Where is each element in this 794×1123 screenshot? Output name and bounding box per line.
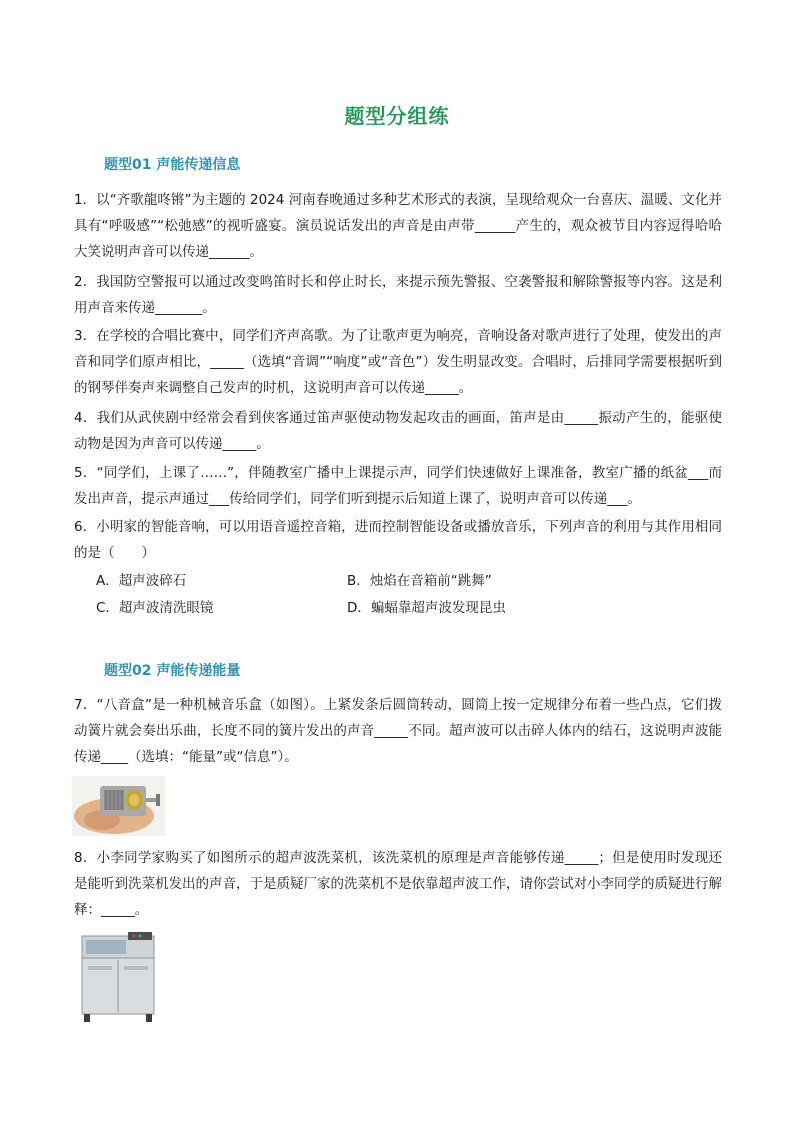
section-heading-2: 题型02 声能传递能量 — [104, 663, 241, 679]
section-heading-1: 题型01 声能传递信息 — [104, 157, 241, 173]
question-7: 7．“八音盒”是一种机械音乐盒（如图）。上紧发条后圆筒转动，圆筒上按一定规律分布着一些凸点，它们拨动簧片就会奏出乐曲，长度不同的簧片发出的声音_____不同。超声波可以击碎人体内的结石，这说明声波能传递____（选填：“能量”或“信息”）。 — [74, 697, 722, 765]
ultrasonic-washer-image — [78, 928, 158, 1024]
q6-option-d: D．蝙蝠靠超声波发现昆虫 — [347, 600, 506, 616]
question-5: 5．“同学们，上课了……”，伴随教室广播中上课提示声，同学们快速做好上课准备，教室广播的纸盆___而发出声音，提示声通过___传给同学们，同学们听到提示后知道上课了，说明声音可以传递___。 — [74, 465, 722, 507]
q6-option-a: A．超声波碎石 — [96, 573, 187, 589]
question-8: 8．小李同学家购买了如图所示的超声波洗菜机，该洗菜机的原理是声音能够传递_____；但是使用时发现还是能听到洗菜机发出的声音，于是质疑厂家的洗菜机不是依靠超声波工作，请你尝试对小李同学的质疑进行解释：_____。 — [74, 850, 722, 918]
page-title: 题型分组练 — [344, 104, 450, 128]
question-4: 4．我们从武侠剧中经常会看到侠客通过笛声驱使动物发起攻击的画面，笛声是由_____振动产生的，能驱使动物是因为声音可以传递_____。 — [74, 410, 722, 452]
question-6: 6．小明家的智能音响，可以用语音遥控音箱，进而控制智能设备或播放音乐，下列声音的利用与其作用相同的是（ ） — [74, 519, 722, 561]
question-1: 1．以“齐歌龍咚锵”为主题的 2024 河南春晚通过多种艺术形式的表演，呈现给观众一台喜庆、温暖、文化并具有“呼吸感”“松弛感”的视听盛宴。演员说话发出的声音是由声带______产生的，观众被节目内容逗得哈哈大笑说明声音可以传递______。 — [74, 192, 722, 260]
q6-option-c: C．超声波清洗眼镜 — [96, 600, 214, 616]
question-2: 2．我国防空警报可以通过改变鸣笛时长和停止时长，来提示预先警报、空袭警报和解除警报等内容。这是利用声音来传递_______。 — [74, 274, 722, 316]
q6-option-b: B．烛焰在音箱前“跳舞” — [347, 573, 492, 589]
music-box-image — [72, 776, 166, 836]
question-3: 3．在学校的合唱比赛中，同学们齐声高歌。为了让歌声更为响亮，音响设备对歌声进行了处理，使发出的声音和同学们原声相比，_____（选填“音调”“响度”或“音色”）发生明显改变。合唱时，后排同学需要根据听到的钢琴伴奏声来调整自己发声的时机，这说明声音可以传递_____。 — [74, 328, 722, 396]
